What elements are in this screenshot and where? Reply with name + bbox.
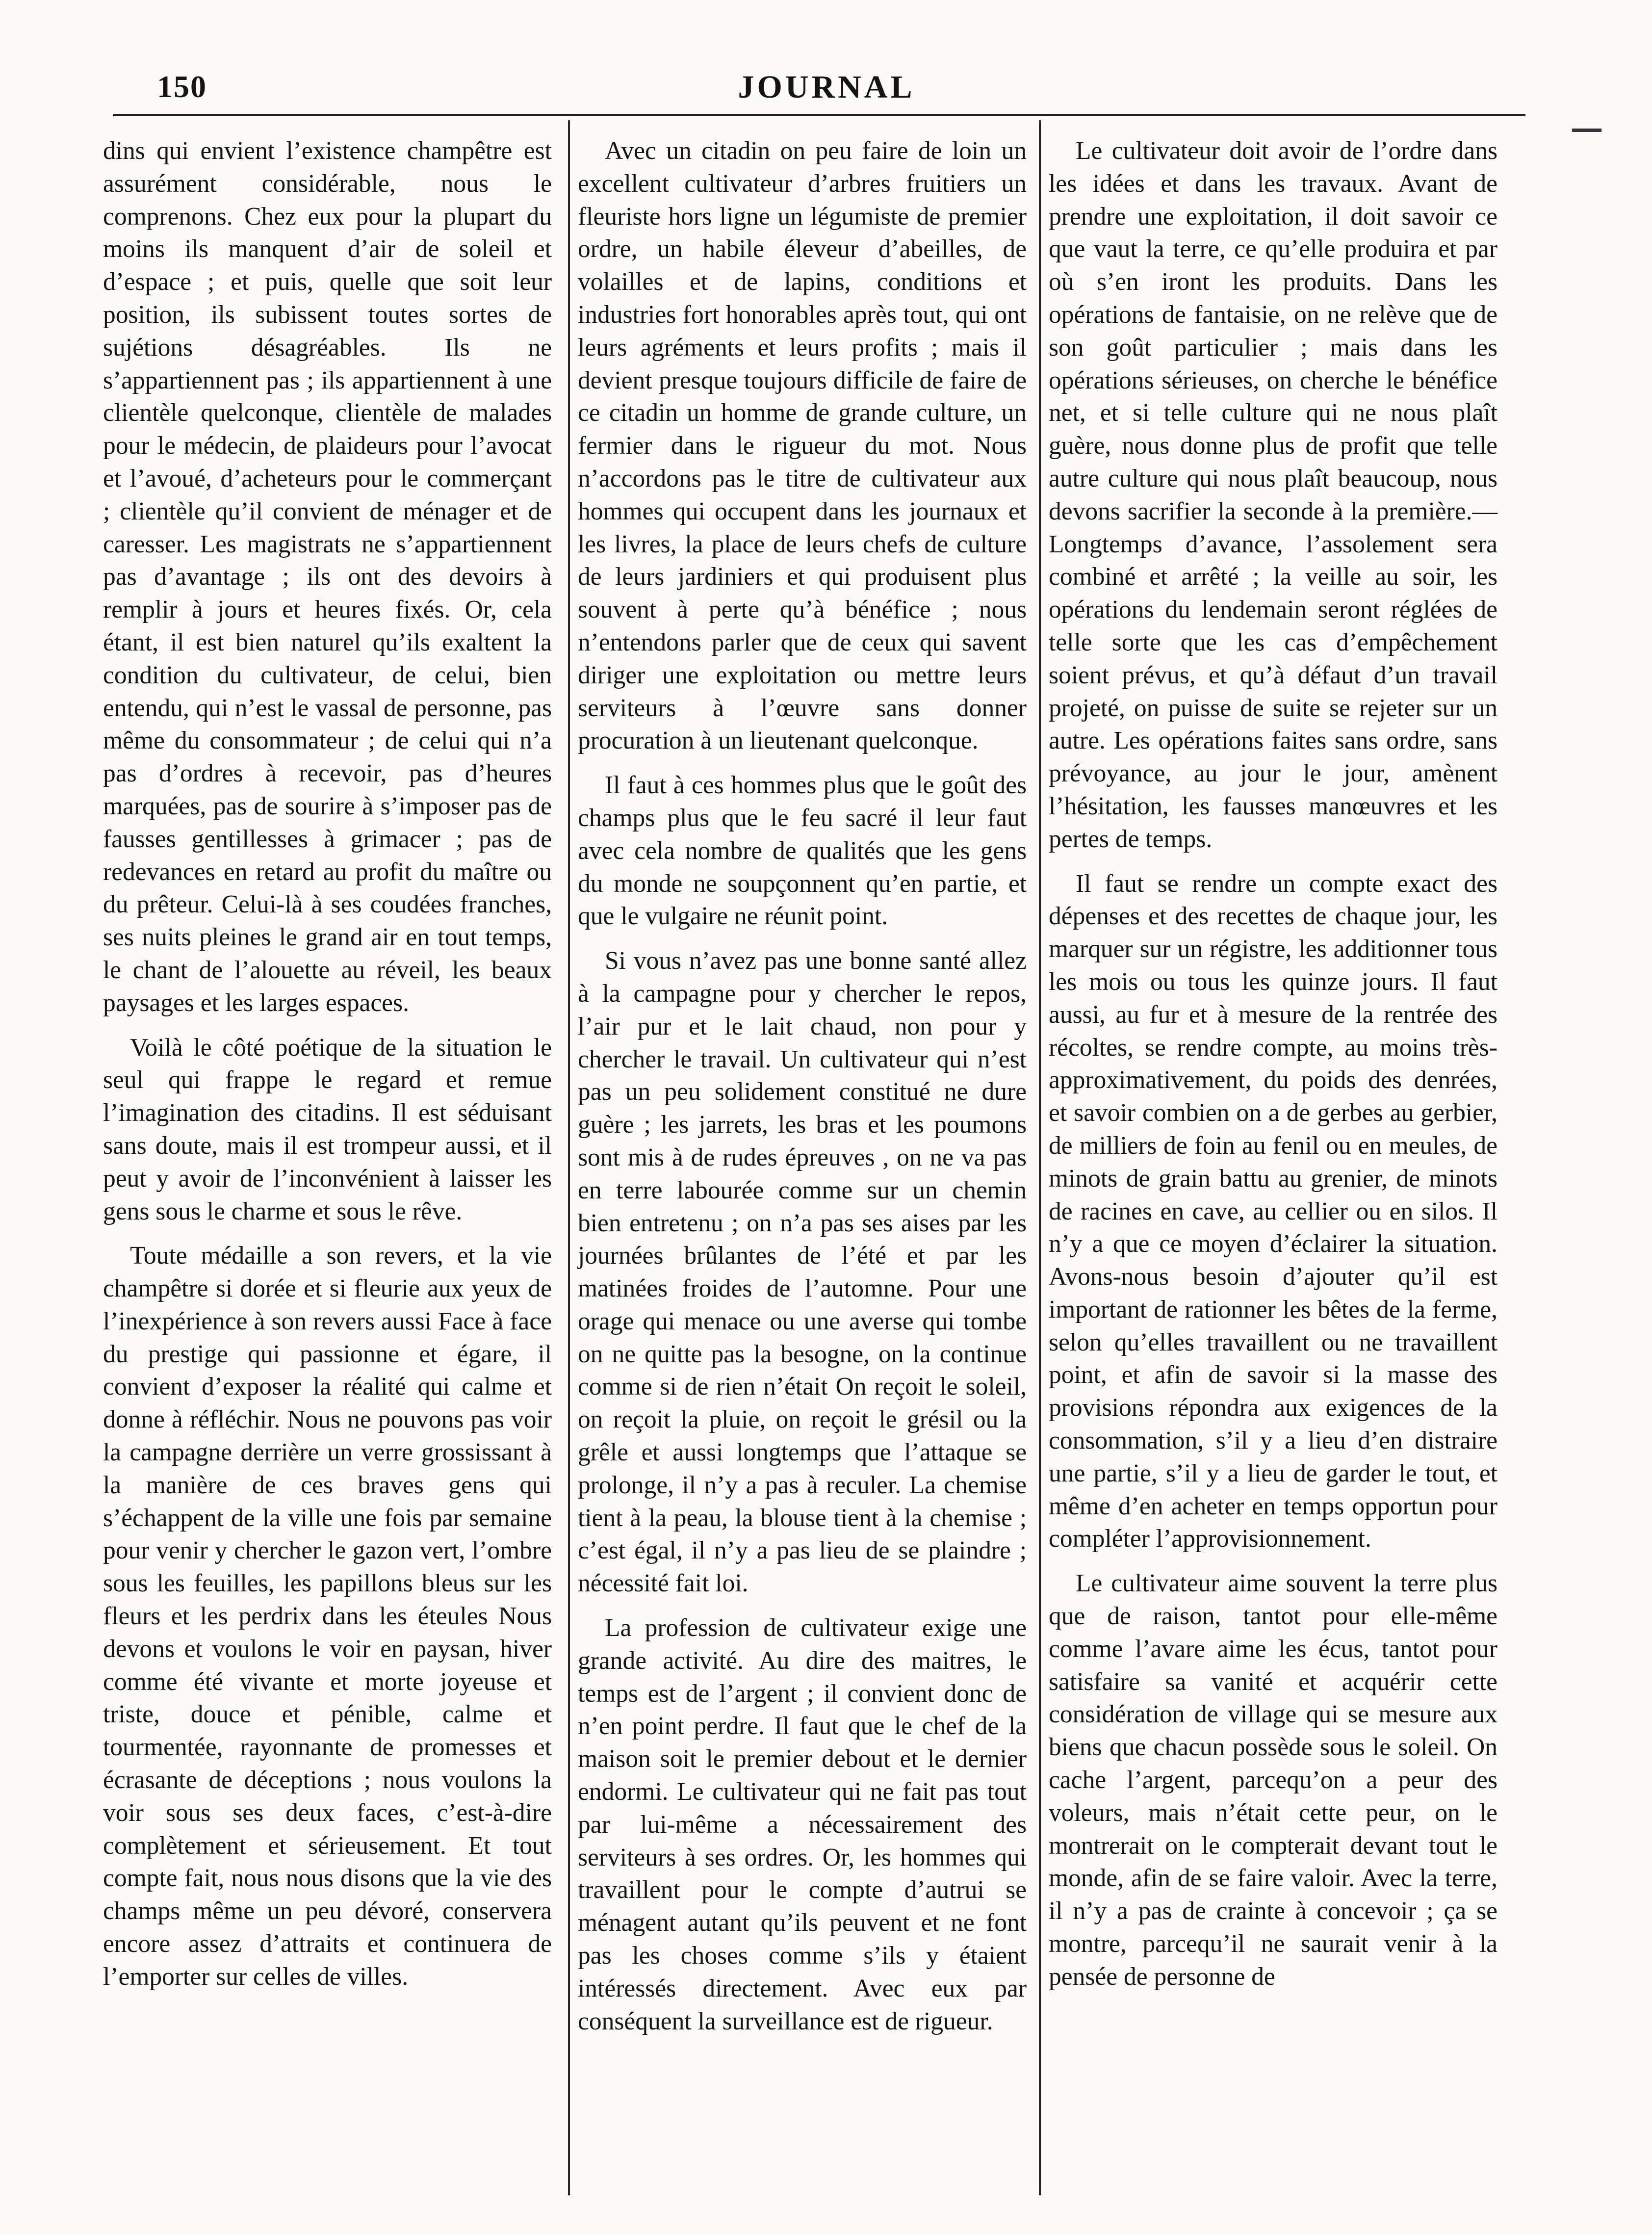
paragraph: Toute médaille a son revers, et la vie champêtre si dorée et si fleurie aux yeux de l’inexpérience à son revers aussi Face à face du prestige qui passionne et égare, il convient d’exposer la réalité qui calme et donne à réfléchir. Nous ne pouvons pas voir la campagne derrière un verre grossissant à la manière de ces braves gens qui s’échappent de la ville une fois par semaine pour venir y chercher le gazon vert, l’ombre sous les feuilles, les papillons bleus sur les fleurs et les perdrix dans les éteules Nous devons et voulons le voir en paysan, hiver comme été vivante et morte joyeuse et triste, douce et pénible, calme et tourmentée, rayonnante de promesses et écrasante de déceptions ; nous voulons la voir sous ses deux faces, c’est-à-dire complètement et sérieusement. Et tout compte fait, nous nous disons que la vie des champs même un peu dévoré, conservera encore assez d’attraits et continuera de l’emporter sur celles de villes. — [103, 1242, 552, 1991]
paragraph: Avec un citadin on peu faire de loin un excellent cultivateur d’arbres fruitiers un fleuriste hors ligne un légumiste de premier ordre, un habile éleveur d’abeilles, de volailles et de lapins, conditions et industries fort honorables après tout, qui ont leurs agréments et leurs profits ; mais il devient presque toujours difficile de faire de ce citadin un homme de grande culture, un fermier dans le rigueur du mot. Nous n’accordons pas le titre de cultivateur aux hommes qui occupent dans les journaux et les livres, la place de leurs chefs de culture de leurs jardiniers et qui produisent plus souvent à perte qu’à bénéfice ; nous n’entendons parler que de ceux qui savent diriger une exploitation ou mettre leurs serviteurs à l’œuvre sans donner procuration à un lieutenant quelconque. — [578, 137, 1027, 755]
paragraph: Si vous n’avez pas une bonne santé allez à la campagne pour y chercher le repos, l’air pur et le lait chaud, non pour y chercher le travail. Un cultivateur qui n’est pas un peu solidement constitué ne dure guère ; les jarrets, les bras et les poumons sont mis à de rudes épreuves , on ne va pas en terre labourée comme sur un chemin bien entretenu ; on n’a pas ses aises par les journées brûlantes de l’été et par les matinées froides de l’automne. Pour une orage qui menace ou une averse qui tombe on ne quitte pas la besogne, on la continue comme si de rien n’était On reçoit le soleil, on reçoit la pluie, on reçoit le grésil ou la grêle et aussi longtemps que l’attaque se prolonge, il n’y a pas à reculer. La chemise tient à la peau, la blouse tient à la chemise ; c’est égal, il n’y a pas lieu de se plaindre ; nécessité fait loi. — [578, 947, 1027, 1598]
column-1 — [103, 135, 552, 1994]
column-3 — [1049, 135, 1497, 1994]
paragraph: Le cultivateur doit avoir de l’ordre dans les idées et dans les travaux. Avant de prendre une exploitation, il doit savoir ce que vaut la terre, ce qu’elle produira et par où s’en iront les produits. Dans les opérations de fantaisie, on ne relève que de son goût particulier ; mais dans les opérations sérieuses, on cherche le bénéfice net, et si telle culture qui ne nous plaît guère, nous donne plus de profit que telle autre culture qui nous plaît beaucoup, nous devons sacrifier la seconde à la première.—Longtemps d’avance, l’assolement sera combiné et arrêté ; la veille au soir, les opérations du lendemain seront réglées de telle sorte que les cas d’empêchement soient prévus, et qu’à défaut d’un travail projeté, on puisse de suite se rejeter sur un autre. Les opérations faites sans ordre, sans prévoyance, au jour le jour, amènent l’hésitation, les fausses manœuvres et les pertes de temps. — [1049, 137, 1497, 853]
column-2 — [578, 135, 1027, 2038]
paragraph: Le cultivateur aime souvent la terre plus que de raison, tantot pour elle-même comme l’avare aime les écus, tantot pour satisfaire sa vanité et acquérir cette considération de village qui se mesure aux biens que chacun possède sous le soleil. On cache l’argent, parcequ’on a peur des voleurs, mais n’était cette peur, on le montrerait on le compterait devant tout le monde, afin de se faire valoir. Avec la terre, il n’y a pas de crainte à concevoir ; ça se montre, parcequ’il ne saurait venir à la pensée de personne de — [1049, 1569, 1497, 1991]
page-number: 150 — [157, 69, 207, 104]
header-rule — [113, 114, 1525, 116]
running-title: JOURNAL — [738, 69, 915, 105]
column-rule — [568, 120, 570, 2195]
paragraph: La profession de cultivateur exige une grande activité. Au dire des maitres, le temps est de l’argent ; il convient donc de n’en point perdre. Il faut que le chef de la maison soit le premier debout et le dernier endormi. Le cultivateur qui ne fait pas tout par lui-même a nécessairement des serviteurs à ses ordres. Or, les hommes qui travaillent pour le compte d’autrui se ménagent autant qu’ils peuvent et ne font pas les choses comme s’ils y étaient intéressés directement. Avec eux par conséquent la surveillance est de rigueur. — [578, 1614, 1027, 2035]
paragraph: Il faut se rendre un compte exact des dépenses et des recettes de chaque jour, les marquer sur un régistre, les additionner tous les mois ou tous les quinze jours. Il faut aussi, au fur et à mesure de la rentrée des récoltes, se rendre compte, au moins très-approximativement, du poids des denrées, et savoir combien on a de gerbes au gerbier, de milliers de foin au fenil ou en meules, de minots de grain battu au grenier, de minots de racines en cave, au cellier ou en silos. Il n’y a que ce moyen d’éclairer la situation. Avons-nous besoin d’ajouter qu’il est important de rationner les bêtes de la ferme, selon qu’elles travaillent ou ne travaillent point, et afin de savoir si la masse des provisions répondra aux exigences de la consommation, s’il y a lieu d’en distraire une partie, s’il y a lieu de garder le tout, et même d’en acheter en temps opportun pour compléter l’approvisionnement. — [1049, 869, 1497, 1553]
paragraph: dins qui envient l’existence champêtre est assurément considérable, nous le comprenons. Chez eux pour la plupart du moins ils manquent d’air de soleil et d’espace ; et puis, quelle que soit leur position, ils subissent toutes sortes de sujétions désagréables. Ils ne s’appartiennent pas ; ils appartiennent à une clientèle quelconque, clientèle de malades pour le médecin, de plaideurs pour l’avocat et l’avoué, d’acheteurs pour le commerçant ; clientèle qu’il convient de ménager et de caresser. Les magistrats ne s’appartiennent pas d’avantage ; ils ont des devoirs à remplir à jours et heures fixés. Or, cela étant, il est bien naturel qu’ils exaltent la condition du cultivateur, de celui, bien entendu, qui n’est le vassal de personne, pas même du consommateur ; de celui qui n’a pas d’ordres à recevoir, pas d’heures marquées, pas de sourire à s’imposer pas de fausses gentillesses à grimacer ; pas de redevances en retard au profit du maître ou du prêteur. Celui-là à ses coudées franches, ses nuits pleines le grand air en tout temps, le chant de l’alouette au réveil, les beaux paysages et les larges espaces. — [103, 137, 552, 1017]
column-rule — [1039, 120, 1041, 2195]
margin-mark — [1572, 129, 1601, 132]
paragraph: Il faut à ces hommes plus que le goût des champs plus que le feu sacré il leur faut avec cela nombre de qualités que les gens du monde ne soupçonnent qu’en partie, et que le vulgaire ne réunit point. — [578, 771, 1027, 931]
paragraph: Voilà le côté poétique de la situation le seul qui frappe le regard et remue l’imagination des citadins. Il est séduisant sans doute, mais il est trompeur aussi, et il peut y avoir de l’inconvénient à laisser les gens sous le charme et sous le rêve. — [103, 1033, 552, 1225]
